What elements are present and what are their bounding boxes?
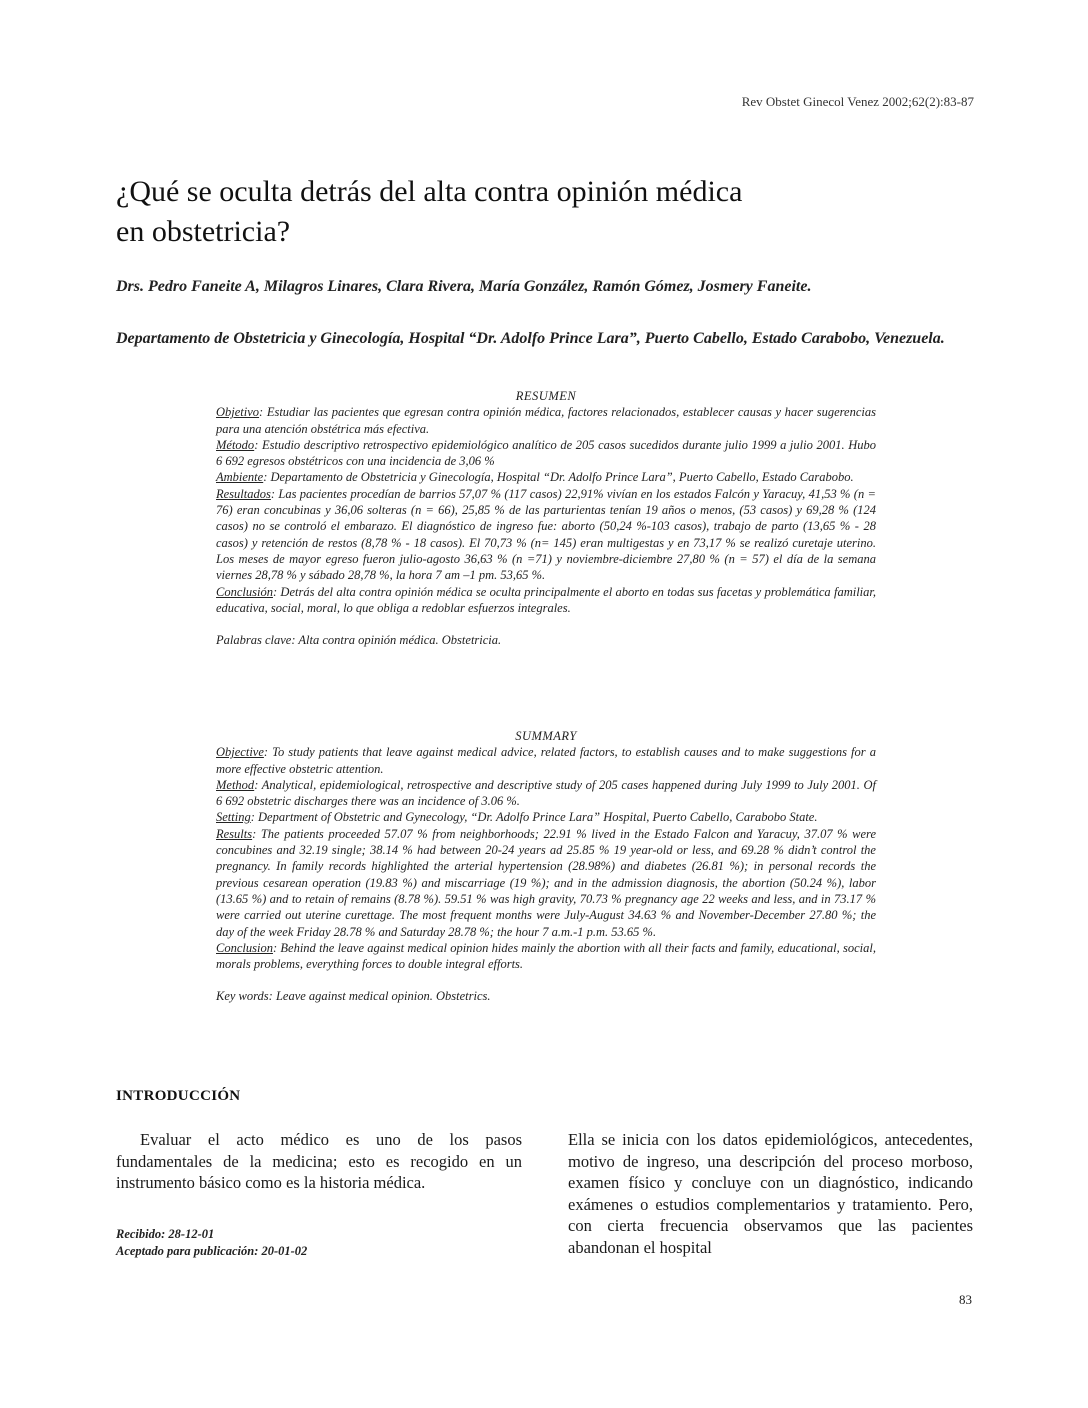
objective-text: : To study patients that leave against medical advice, related factors, to establish causes and to make suggestions for a more effective obstetric attention. xyxy=(216,745,876,776)
key-words: Key words: Leave against medical opinion. Obstetrics. xyxy=(216,989,491,1004)
intro-paragraph-right: Ella se inicia con los datos epidemiológicos, antecedentes, motivo de ingreso, una descripción del proceso morboso, examen físico y concluye con un diagnóstico, indicando exámenes o estudios complementarios y tratamiento. Pero, con cierta frecuencia observamos que las pacientes abandonan el hospital xyxy=(568,1130,973,1257)
journal-reference: Rev Obstet Ginecol Venez 2002;62(2):83-87 xyxy=(741,94,974,109)
conclusion-text-en: : Behind the leave against medical opinion hides mainly the abortion with all their facts and family, educational, social, morals problems, everything forces to double integral efforts. xyxy=(216,940,876,972)
palabras-clave: Palabras clave: Alta contra opinión médica. Obstetricia. xyxy=(216,633,502,648)
summary-heading: SUMMARY xyxy=(515,729,577,743)
resumen-ambiente xyxy=(216,469,876,485)
resumen-objetivo xyxy=(216,404,876,437)
setting-label: Setting xyxy=(216,810,251,825)
summary-abstract xyxy=(216,728,876,1005)
resumen-abstract xyxy=(216,388,876,648)
page-number: 83 xyxy=(959,1292,972,1307)
conclusion-label-en: Conclusion xyxy=(216,940,273,955)
intro-paragraph-left: Evaluar el acto médico es uno de los pasos fundamentales de la medicina; esto es recogido en un instrumento básico como es la historia médica. xyxy=(116,1130,522,1192)
conclusion-text: : Detrás del alta contra opinión médica se oculta principalmente el aborto en todas sus facetas y problemática familiar, educativa, social, moral, lo que obliga a redoblar esfuerzos integrales. xyxy=(216,584,876,615)
received-date: Recibido: 28-12-01 xyxy=(116,1227,215,1241)
resultados-label: Resultados xyxy=(216,486,271,501)
ambiente-label: Ambiente xyxy=(216,470,264,485)
summary-results xyxy=(216,826,876,940)
conclusion-label: Conclusión xyxy=(216,584,273,599)
article-title xyxy=(116,172,956,252)
results-label: Results xyxy=(216,826,253,841)
resumen-metodo xyxy=(216,437,876,470)
metodo-text: : Estudio descriptivo retrospectivo epidemiológico analítico de 205 casos sucedidos durante julio 1999 a julio 2001. Hubo 6 692 egresos obstétricos con una incidencia de 3,06 % xyxy=(216,437,876,469)
setting-text: : Department of Obstetric and Gynecology, “Dr. Adolfo Prince Lara” Hospital, Puerto Cabello, Carabobo State. xyxy=(250,810,818,825)
intro-heading: INTRODUCCIÓN xyxy=(116,1088,241,1104)
submission-dates xyxy=(116,1226,307,1260)
metodo-label: Método xyxy=(216,437,255,452)
accepted-date: Aceptado para publicación: 20-01-02 xyxy=(116,1244,308,1258)
title-line-1: ¿Qué se oculta detrás del alta contra opinión médica xyxy=(116,175,743,208)
resumen-heading: RESUMEN xyxy=(515,389,577,403)
affiliation: Departamento de Obstetricia y Ginecología, Hospital “Dr. Adolfo Prince Lara”, Puerto Cabello, Estado Carabobo, Venezuela. xyxy=(116,330,945,347)
intro-right-column xyxy=(568,1129,973,1258)
title-line-2: en obstetricia? xyxy=(116,215,291,248)
method-text: : Analytical, epidemiological, retrospective and descriptive study of 205 cases happened during July 1999 to July 2001. Of 6 692 obstetric discharges there was an incidence of 3.06 %. xyxy=(216,777,876,809)
summary-method xyxy=(216,777,876,810)
intro-left-column xyxy=(116,1129,522,1194)
summary-conclusion xyxy=(216,940,876,973)
objetivo-text: : Estudiar las pacientes que egresan contra opinión médica, factores relacionados, establecer causas y hacer sugerencias para una atención obstétrica más efectiva. xyxy=(216,405,876,436)
resultados-text: : Las pacientes procedían de barrios 57,07 % (117 casos) 22,91% vivían en los estados Falcón y Yaracuy, 41,53 % (n = 76) eran concubinas y 36,06 solteras (n = 66), 25,85 % de las parturientas tenían 19 años o menos, (53 casos) y 69,28 % (124 casos) no se controló el embarazo. El diagnóstico de ingreso fue: aborto (50,24 %-103 casos), trabajo de parto (13,65 % - 28 casos) y retención de restos (8,78 % - 18 casos). El 70,73 % (n= 145) eran multigestas y en 73,17 % se realizó curetaje uterino. Los meses de mayor egreso fueron julio-agosto 36,63 % (n =71) y noviembre-diciembre 27,80 % (n = 57) el día de la semana viernes 28,78 % y sábado 28,78 %, la hora 7 am –1 pm. 53,65 %. xyxy=(216,486,876,583)
resumen-resultados xyxy=(216,486,876,584)
objective-label: Objective xyxy=(216,745,264,760)
method-label: Method xyxy=(216,777,255,792)
resumen-conclusion xyxy=(216,584,876,617)
results-text: : The patients proceeded 57.07 % from neighborhoods; 22.91 % lived in the Estado Falcon and Yaracuy, 37.07 % were concubines and 32.19 single; 38.14 % had between 20-24 years ad 25.85 % 19 year-old or less, and 69.28 % didn’t control the pregnancy. In family records highlighted the arterial hypertension (28.98%) and diabetes (26.81 %); in personal records the previous cesarean operation (19.83 %) and miscarriage (19 %); and in the admission diagnosis, the abortion (50.24 %), labor (13.65 %) and to retain of remains (8.78 %). 59.51 % was high gravity, 70.73 % pregnancy age 22 weeks and less, and in 73.17 % were carried out uterine curettage. The most frequent months were July-August 34.63 % and November-December 27.80 %; the day of the week Friday 28.78 % and Saturday 28.78 %; the hour 7 a.m.-1 p.m. 53.65 %. xyxy=(216,826,876,939)
authors: Drs. Pedro Faneite A, Milagros Linares, Clara Rivera, María González, Ramón Gómez, Josmery Faneite. xyxy=(116,278,812,295)
ambiente-text: : Departamento de Obstetricia y Ginecología, Hospital “Dr. Adolfo Prince Lara”, Puerto Cabello, Estado Carabobo. xyxy=(263,470,854,485)
summary-objective xyxy=(216,744,876,777)
summary-setting xyxy=(216,809,876,825)
objetivo-label: Objetivo xyxy=(216,405,260,420)
